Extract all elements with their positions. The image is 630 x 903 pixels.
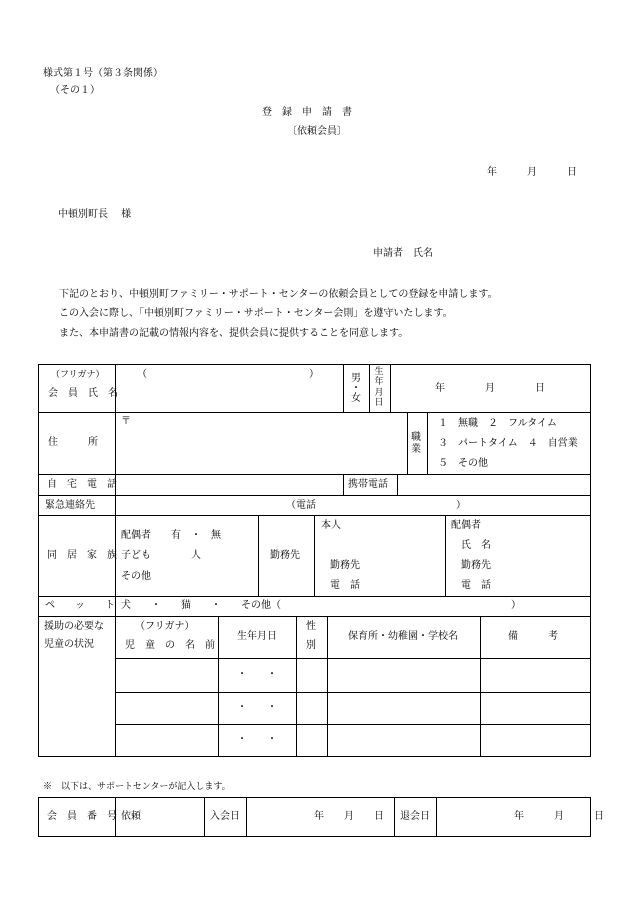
occupation-label: 職業 [411, 432, 421, 455]
child-need-label-2: 児童の状況 [44, 639, 94, 650]
spouse-yes-no: 配偶者 有 ・ 無 [121, 530, 221, 541]
join-date-label: 入会日 [210, 811, 240, 822]
name-paren-close: ） [309, 369, 319, 380]
child-furigana-header: （フリガナ） [135, 621, 195, 632]
birthdate-label: 生年月日 [374, 367, 384, 409]
child-need-label-1: 援助の必要な [44, 621, 104, 632]
child-sex-header-1: 性 [306, 621, 316, 632]
pet-label: ペ ッ ト [45, 600, 115, 611]
addressee: 中頓別町長 様 [58, 209, 132, 220]
child-1-date-dots: ・ ・ [237, 669, 277, 680]
self-phone-label: 電 話 [330, 580, 360, 591]
address-label: 住 所 [48, 437, 98, 448]
children-count: 子ども 人 [121, 550, 201, 561]
leave-date-value: 年 月 日 [514, 811, 604, 822]
emergency-phone: （電話 ） [286, 500, 466, 511]
form-subtitle: 〔依頼会員〕 [287, 126, 347, 137]
join-date-value: 年 月 日 [314, 811, 384, 822]
mobile-phone-label: 携帯電話 [348, 479, 388, 490]
request-label: 依頼 [121, 811, 141, 822]
child-sex-header-2: 別 [306, 640, 316, 651]
form-sub-number: （その１） [50, 85, 100, 96]
intro-line-1: 下記のとおり、中頓別町ファミリー・サポート・センターの依頼会員としての登録を申請します。 [59, 289, 498, 300]
child-2-date-dots: ・ ・ [237, 702, 277, 713]
pet-close: ） [511, 600, 521, 611]
spouse-phone-label: 電 話 [461, 580, 491, 591]
self-workplace-label: 勤務先 [330, 560, 360, 571]
emergency-contact-label: 緊急連絡先 [45, 500, 95, 511]
child-notes-header: 備 考 [508, 631, 558, 642]
form-number: 様式第１号（第３条関係） [43, 68, 163, 79]
occupation-option-2: ３ パートタイム ４ 自営業 [438, 438, 578, 449]
child-birthdate-header: 生年月日 [237, 631, 277, 642]
gender-dot: ・ [351, 383, 361, 394]
member-number-label: 会 員 番 号 [47, 811, 117, 822]
child-name-header: 児 童 の 名 前 [125, 640, 215, 651]
child-3-date-dots: ・ ・ [237, 734, 277, 745]
leave-date-label: 退会日 [400, 811, 430, 822]
occupation-option-3: ５ その他 [438, 458, 488, 469]
form-title: 登 録 申 請 書 [262, 107, 352, 118]
workplace-label: 勤務先 [270, 550, 300, 561]
household-label: 同 居 家 族 [47, 550, 117, 561]
gender-female: 女 [351, 393, 361, 404]
pet-options: 犬 ・ 猫 ・ その他（ [121, 600, 281, 611]
home-phone-label: 自 宅 電 話 [47, 479, 117, 490]
self-label: 本人 [321, 520, 341, 531]
furigana-label: （フリガナ） [51, 370, 105, 380]
birthdate-ymd: 年 月 日 [435, 383, 545, 394]
intro-line-3: また、本申請書の記載の情報内容を、提供会員に提供することを同意します。 [59, 328, 409, 339]
office-use-note: ※ 以下は、サポートセンターが記入します。 [43, 782, 231, 792]
intro-line-2: この入会に際し、「中頓別町ファミリー・サポート・センター会則」を遵守いたします。 [59, 308, 453, 319]
name-paren-open: （ [137, 369, 147, 380]
member-name-label: 会 員 氏 名 [48, 388, 118, 399]
spouse-label: 配偶者 [451, 520, 481, 531]
spouse-workplace-label: 勤務先 [461, 560, 491, 571]
postal-mark: 〒 [121, 416, 131, 427]
other-family: その他 [121, 571, 151, 582]
gender-male: 男 [351, 373, 361, 384]
spouse-name-label: 氏 名 [461, 540, 491, 551]
occupation-option-1: １ 無職 ２ フルタイム [438, 418, 557, 429]
applicant-name-label: 申請者 氏名 [373, 248, 433, 259]
date-line: 年 月 日 [487, 167, 577, 178]
child-school-header: 保育所・幼稚園・学校名 [348, 631, 458, 642]
